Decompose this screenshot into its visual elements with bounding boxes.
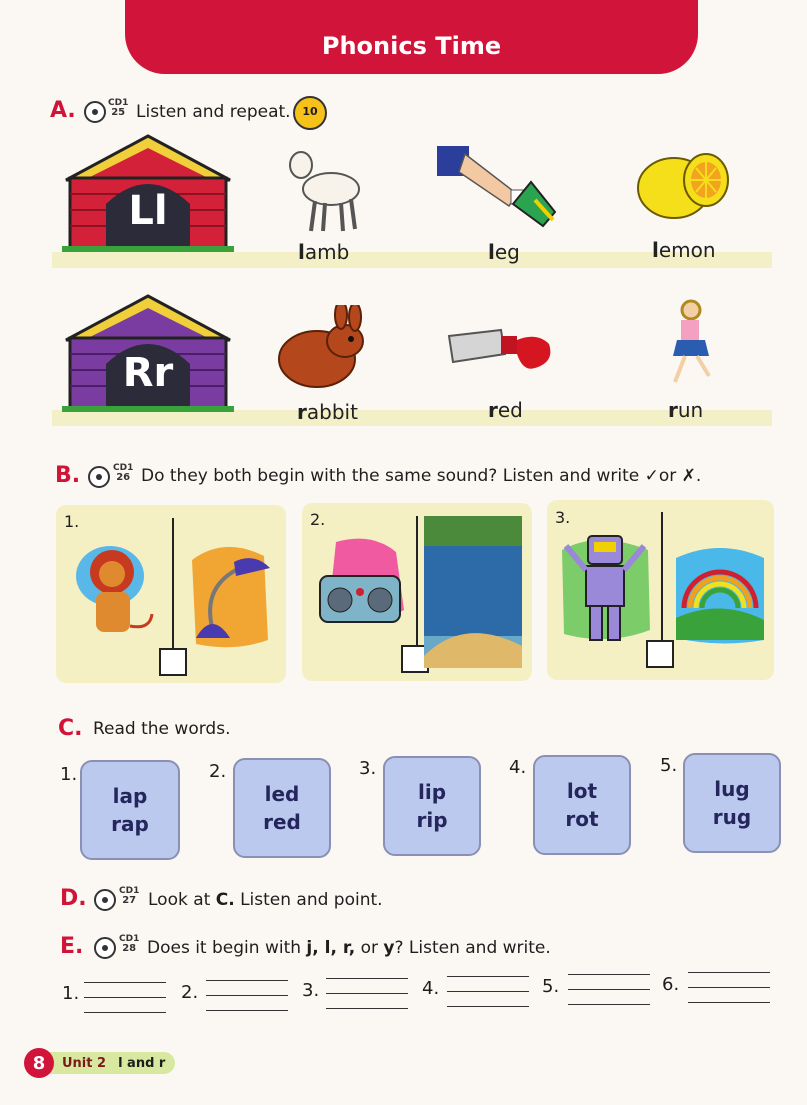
- writing-lines[interactable]: [447, 976, 529, 1007]
- word-card: lug rug: [683, 753, 781, 853]
- section-a-instruction: Listen and repeat.: [136, 102, 291, 122]
- writing-lines[interactable]: [568, 974, 650, 1005]
- section-d-letter: D.: [60, 886, 87, 911]
- house-l-letters: Ll: [128, 188, 168, 234]
- item-number: 2.: [209, 761, 227, 782]
- word-card: led red: [233, 758, 331, 858]
- divider-line: [172, 518, 174, 648]
- cd-track-label: CD1 28: [119, 934, 140, 954]
- word-card: lap rap: [80, 760, 180, 860]
- section-b-instruction: Do they both begin with the same sound? Listen and write ✓or ✗.: [141, 466, 702, 486]
- divider-line: [661, 512, 663, 640]
- radio-icon: [316, 536, 412, 636]
- item-number: 1.: [60, 764, 78, 785]
- cd-icon: [94, 889, 116, 911]
- cd-track-label: CD1 26: [113, 463, 134, 483]
- paint-tube-icon: [445, 322, 557, 380]
- item-number: 6.: [662, 974, 680, 995]
- page-number: 8: [24, 1048, 54, 1078]
- lamp-icon: [184, 540, 282, 656]
- item-number: 5.: [542, 976, 560, 997]
- word-card: lot rot: [533, 755, 631, 855]
- item-number: 1.: [62, 983, 80, 1004]
- word-rabbit: rabbit: [297, 400, 358, 424]
- cd-icon: [94, 937, 116, 959]
- answer-checkbox[interactable]: [159, 648, 187, 676]
- headphones-icon: 10: [293, 96, 327, 130]
- item-number: 3.: [302, 980, 320, 1001]
- cd-track-label: CD1 25: [108, 98, 129, 118]
- lion-icon: [70, 530, 170, 650]
- unit-label: Unit 2 l and r: [50, 1052, 175, 1074]
- section-d-instruction: Look at C. Listen and point.: [148, 890, 383, 910]
- running-girl-icon: [665, 298, 715, 390]
- item-number: 1.: [64, 512, 80, 531]
- writing-lines[interactable]: [84, 982, 166, 1013]
- writing-lines[interactable]: [206, 980, 288, 1011]
- section-e-letter: E.: [60, 934, 84, 959]
- item-number: 2.: [181, 982, 199, 1003]
- word-lamb: lamb: [298, 240, 350, 264]
- section-e-instruction: Does it begin with j, l, r, or y? Listen and write.: [147, 938, 551, 958]
- cd-icon: [88, 466, 110, 488]
- lake-icon: [424, 516, 522, 668]
- word-lemon: lemon: [652, 238, 716, 262]
- word-leg: leg: [488, 240, 520, 264]
- cd-icon: [84, 101, 106, 123]
- rabbit-icon: [275, 305, 373, 393]
- cd-track-label: CD1 27: [119, 886, 140, 906]
- robot-icon: [558, 530, 656, 648]
- writing-lines[interactable]: [326, 978, 408, 1009]
- page-title: Phonics Time: [125, 0, 698, 74]
- item-number: 4.: [422, 978, 440, 999]
- word-run: run: [668, 398, 704, 422]
- house-r-letters: Rr: [122, 350, 174, 396]
- item-number: 5.: [660, 755, 678, 776]
- section-c-letter: C.: [58, 716, 83, 741]
- item-number: 3.: [359, 758, 377, 779]
- section-a-letter: A.: [50, 98, 76, 123]
- section-b-letter: B.: [55, 463, 81, 488]
- item-number: 4.: [509, 757, 527, 778]
- writing-lines[interactable]: [688, 972, 770, 1003]
- section-c-instruction: Read the words.: [93, 719, 231, 739]
- rainbow-icon: [670, 528, 770, 648]
- word-card: lip rip: [383, 756, 481, 856]
- lemon-icon: [634, 148, 734, 223]
- item-number: 3.: [555, 508, 571, 527]
- leg-icon: [435, 142, 560, 237]
- lamb-icon: [283, 145, 368, 235]
- item-number: 2.: [310, 510, 326, 529]
- divider-line: [416, 516, 418, 646]
- word-red: red: [488, 398, 523, 422]
